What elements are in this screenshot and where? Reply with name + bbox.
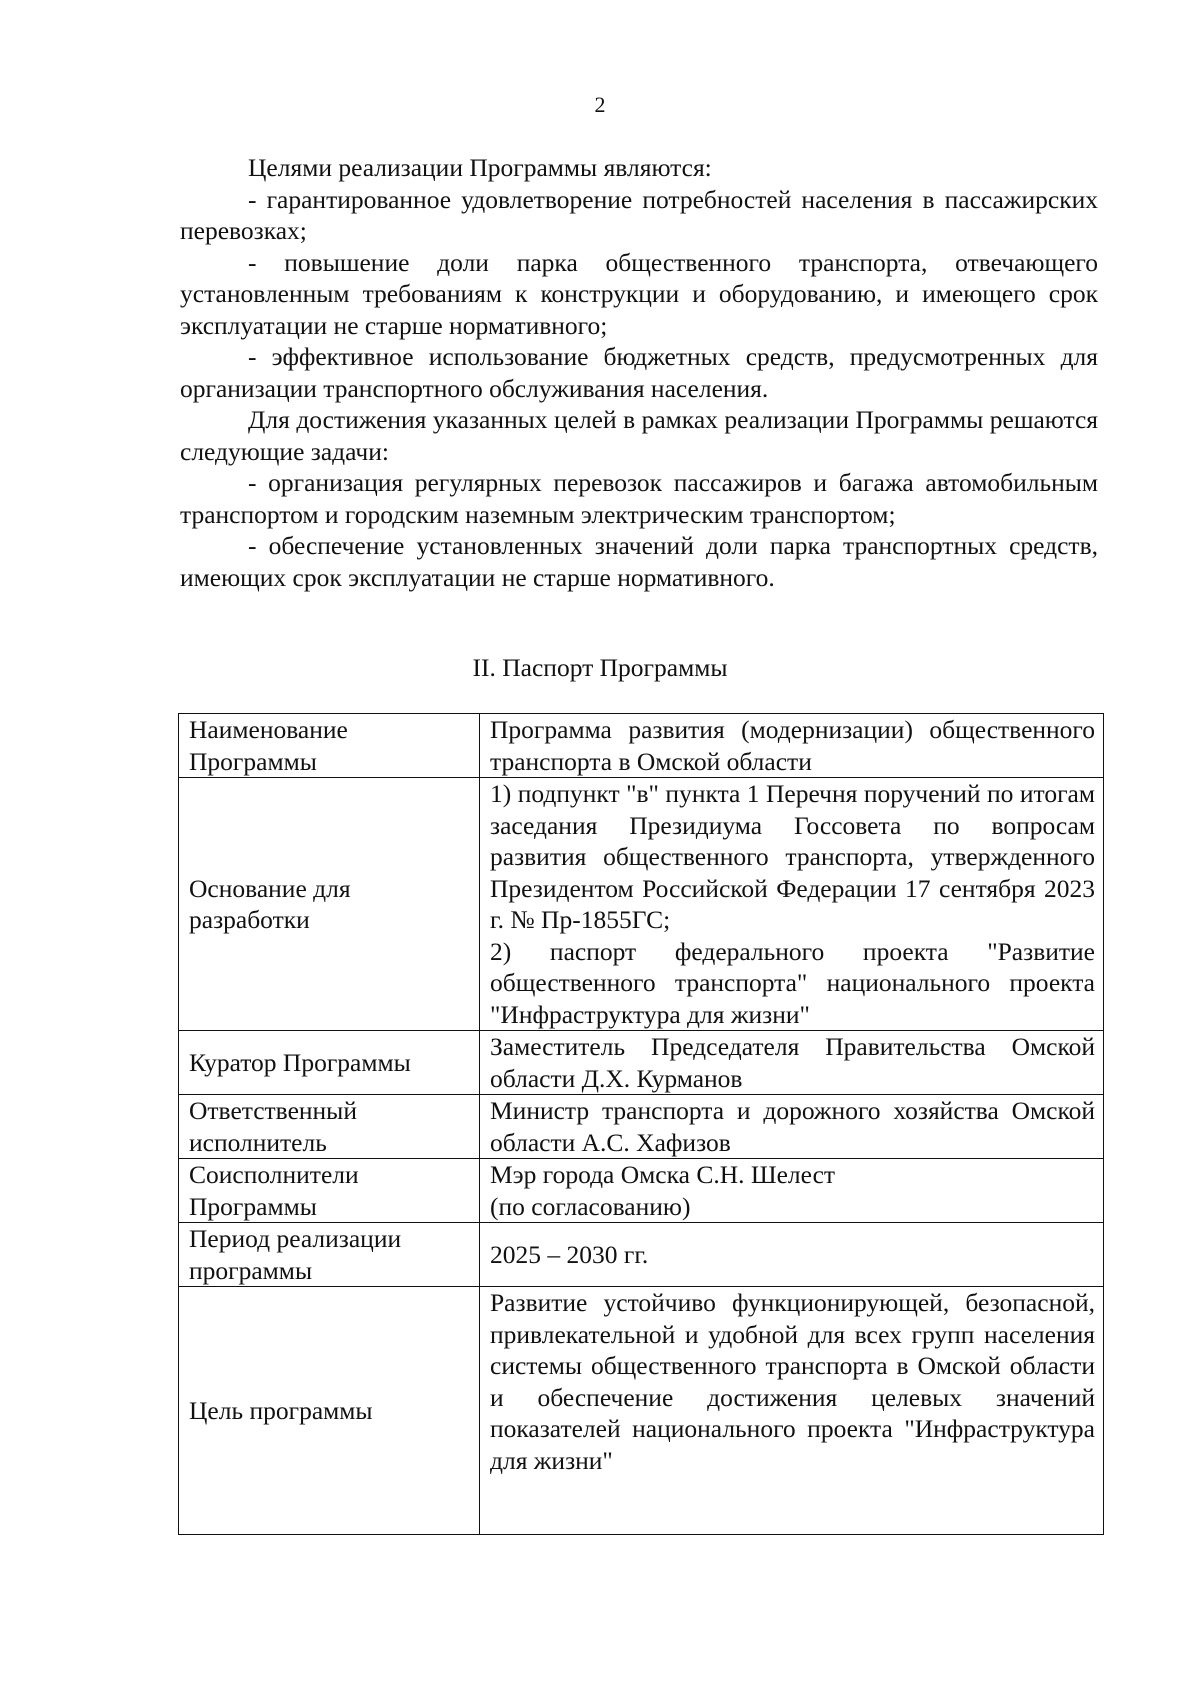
task-item: - обеспечение установленных значений доли парка транспортных средств, имеющих срок эксплуатации не старше нормативного. <box>180 531 1098 592</box>
row-label: Куратор Программы <box>179 1031 480 1095</box>
row-value <box>480 1159 1104 1223</box>
row-value: Развитие устойчиво функционирующей, безопасной, привлекательной и удобной для всех групп населения системы общественного транспорта в Омской области и обеспечение достижения целевых значений показателей национального проекта "Инфраструктура для жизни" <box>480 1287 1104 1535</box>
coexecutor-line: Мэр города Омска С.Н. Шелест <box>490 1160 836 1189</box>
passport-table <box>178 713 1104 1535</box>
basis-item: 2) паспорт федерального проекта "Развитие общественного транспорта" национального проекта "Инфраструктура для жизни" <box>490 936 1095 1029</box>
row-label: Цель программы <box>179 1287 480 1535</box>
goal-item: - эффективное использование бюджетных средств, предусмотренных для организации транспортного обслуживания населения. <box>180 342 1098 403</box>
section-title: II. Паспорт Программы <box>472 653 728 682</box>
coexecutor-line: (по согласованию) <box>490 1191 691 1221</box>
row-label: Наименование Программы <box>179 714 480 778</box>
tasks-heading: Для достижения указанных целей в рамках реализации Программы решаются следующие задачи: <box>180 405 1098 466</box>
task-item: - организация регулярных перевозок пассажиров и багажа автомобильным транспортом и городским наземным электрическим транспортом; <box>180 468 1098 529</box>
row-label: Основание для разработки <box>179 778 480 1031</box>
table-row <box>179 1031 1104 1095</box>
table-row <box>179 1287 1104 1535</box>
goal-item: - повышение доли парка общественного транспорта, отвечающего установленным требованиям к конструкции и оборудованию, и имеющего срок эксплуатации не старше нормативного; <box>180 247 1098 340</box>
row-label: Ответственный исполнитель <box>179 1095 480 1159</box>
row-label: Период реализации программы <box>179 1223 480 1287</box>
table-row <box>179 714 1104 778</box>
basis-item: 1) подпункт "в" пункта 1 Перечня поручений по итогам заседания Президиума Госсовета по вопросам развития общественного транспорта, утвержденного Президентом Российской Федерации 17 сентября 2023 г. № Пр-1855ГС; <box>490 779 1095 934</box>
intro-text <box>180 152 1098 593</box>
row-value: Программа развития (модернизации) общественного транспорта в Омской области <box>480 714 1104 778</box>
row-value: Заместитель Председателя Правительства Омской области Д.Х. Курманов <box>480 1031 1104 1095</box>
row-value <box>480 778 1104 1031</box>
row-label: Соисполнители Программы <box>179 1159 480 1223</box>
table-row <box>179 1095 1104 1159</box>
goals-heading: Целями реализации Программы являются: <box>248 153 712 182</box>
goal-item: - гарантированное удовлетворение потребностей населения в пассажирских перевозках; <box>180 184 1098 245</box>
row-value: Министр транспорта и дорожного хозяйства Омской области А.С. Хафизов <box>480 1095 1104 1159</box>
table-row <box>179 1223 1104 1287</box>
table-row <box>179 778 1104 1031</box>
row-value: 2025 – 2030 гг. <box>480 1223 1104 1287</box>
table-row <box>179 1159 1104 1223</box>
page-number: 2 <box>594 92 606 117</box>
